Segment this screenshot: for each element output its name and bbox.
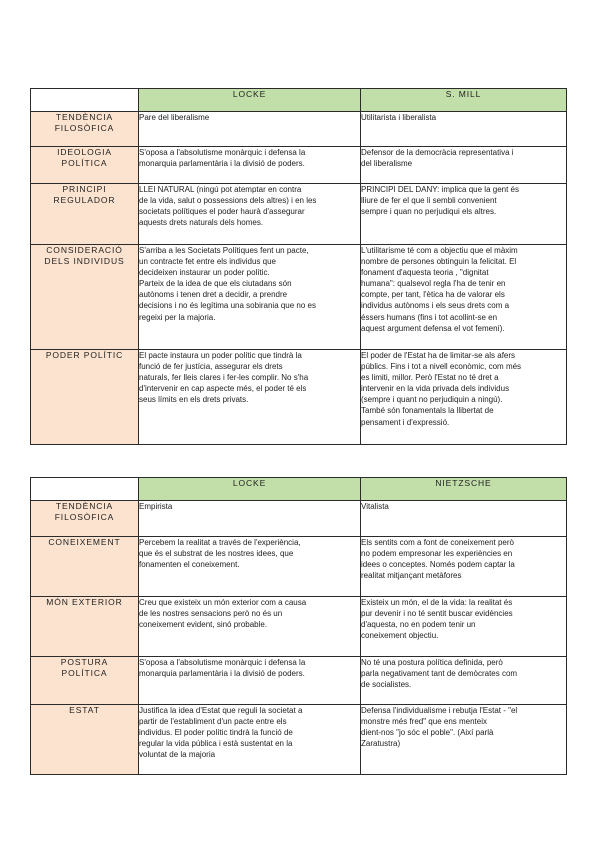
table-row [31, 184, 567, 245]
row-label: PRINCIPI REGULADOR [31, 184, 139, 245]
nietzsche-cell: Defensa l'individualisme i rebutja l'Estat - "el monstre més fred" que ens menteix dient-nos "jo sóc el poble". (Així parlà Zaratustra) [361, 705, 567, 775]
column-header-nietzsche: NIETZSCHE [361, 478, 567, 501]
header-corner-cell [31, 478, 139, 501]
column-header-mill: S. MILL [361, 89, 567, 112]
locke-cell: S'arriba a les Societats Polítiques fent un pacte, un contracte fet entre els individus que decideixen instaurar un poder polític. Parteix de la idea de que els ciutadans són autònoms i tenen dret a decidir, a prendre decisions i no és legítima una sobirania que no es regeixi per la majoria. [139, 245, 361, 350]
nietzsche-cell: Existeix un món, el de la vida: la realitat és pur devenir i no té sentit buscar evidències d'aquesta, no en podem tenir un coneixement objectiu. [361, 597, 567, 657]
table-row [31, 705, 567, 775]
locke-cell: LLEI NATURAL (ningú pot atemptar en contra de la vida, salut o possessions dels altres) i en les societats polítiques el poder haurà d'assegurar aquests drets naturals dels homes. [139, 184, 361, 245]
row-label: IDEOLOGIA POLÍTICA [31, 147, 139, 184]
table-row [31, 350, 567, 445]
locke-cell: S'oposa a l'absolutisme monàrquic i defensa la monarquia parlamentària i la divisió de poders. [139, 147, 361, 184]
table-row [31, 597, 567, 657]
row-label: POSTURA POLÍTICA [31, 657, 139, 705]
mill-cell: El poder de l'Estat ha de limitar-se als afers públics. Fins i tot a nivell econòmic, com més es limiti, millor. Però l'Estat no té dret a intervenir en la vida privada dels individus (sempre i quant no perjudiquin a ningú). També són fonamentals la llibertat de pensament i d'expressió. [361, 350, 567, 445]
locke-cell: S'oposa a l'absolutisme monàrquic i defensa la monarquia parlamentària i la divisió de poders. [139, 657, 361, 705]
row-label: CONEIXEMENT [31, 537, 139, 597]
row-label: ESTAT [31, 705, 139, 775]
nietzsche-cell: No té una postura política definida, però parla negativament tant de demòcrates com de socialistes. [361, 657, 567, 705]
table-row [31, 245, 567, 350]
column-header-locke: LOCKE [139, 89, 361, 112]
row-label: MÓN EXTERIOR [31, 597, 139, 657]
mill-cell: Defensor de la democràcia representativa i del liberalisme [361, 147, 567, 184]
table-row [31, 537, 567, 597]
column-header-locke: LOCKE [139, 478, 361, 501]
row-label: PODER POLÍTIC [31, 350, 139, 445]
comparison-table-locke-mill [30, 88, 567, 445]
comparison-table-locke-nietzsche [30, 477, 567, 775]
table-row [31, 112, 567, 147]
mill-cell: Utilitarista i liberalista [361, 112, 567, 147]
row-label: TENDÈNCIA FILOSÒFICA [31, 501, 139, 537]
nietzsche-cell: Vitalista [361, 501, 567, 537]
locke-cell: Creu que existeix un món exterior com a causa de les nostres sensacions però no és un coneixement evident, sinó probable. [139, 597, 361, 657]
locke-cell: El pacte instaura un poder polític que tindrà la funció de fer justícia, assegurar els drets naturals, fer lleis clares i fer-les complir. No s'ha d'intervenir en cap aspecte més, el poder té els seus límits en els drets privats. [139, 350, 361, 445]
table-row [31, 657, 567, 705]
table-row [31, 147, 567, 184]
locke-cell: Pare del liberalisme [139, 112, 361, 147]
nietzsche-cell: Els sentits com a font de coneixement però no podem empresonar les experiències en idees o conceptes. Només podem captar la realitat mitjançant metàfores [361, 537, 567, 597]
row-label: CONSIDERACIÓ DELS INDIVIDUS [31, 245, 139, 350]
mill-cell: L'utilitarisme té com a objectiu que el màxim nombre de persones obtinguin la felicitat. El fonament d'aquesta teoria , "dignitat humana": qualsevol regla l'ha de tenir en compte, per tant, l'ètica ha de valorar els individus autònoms i els seus drets com a éssers humans (fins i tot acollint-se en aquest argument defensa el vot femení). [361, 245, 567, 350]
locke-cell: Percebem la realitat a través de l'experiència, que és el substrat de les nostres idees, que fonamenten el coneixement. [139, 537, 361, 597]
row-label: TENDÈNCIA FILOSÒFICA [31, 112, 139, 147]
table-row [31, 501, 567, 537]
locke-cell: Empirista [139, 501, 361, 537]
header-corner-cell [31, 89, 139, 112]
mill-cell: PRINCIPI DEL DANY: implica que la gent és lliure de fer el que li sembli convenient sempre i quan no perjudiqui els altres. [361, 184, 567, 245]
locke-cell: Justifica la idea d'Estat que reguli la societat a partir de l'establiment d'un pacte entre els individus. El poder polític tindrà la funció de regular la vida pública i està sustentat en la voluntat de la majoria [139, 705, 361, 775]
